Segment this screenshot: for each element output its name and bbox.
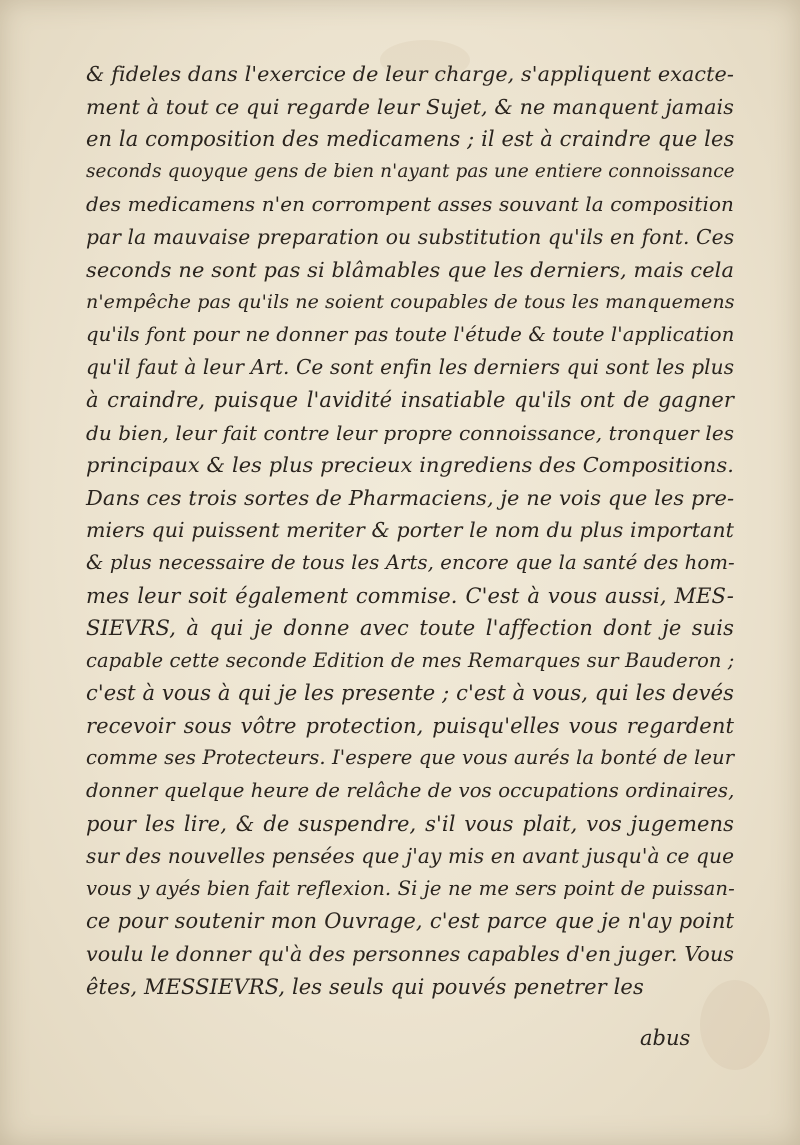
text-line: êtes, MESSIEVRS, les seuls qui pouvés penetrer les: [86, 974, 644, 999]
page-text: [86, 58, 734, 1003]
text-line: principaux & les plus precieux ingrediens des Compositions.: [86, 453, 734, 478]
text-line: seconds quoyque gens de bien n'ayant pas une entiere connoissance: [86, 160, 735, 182]
text-line: sur des nouvelles pensées que j'ay mis en avant jusqu'à ce que: [86, 844, 735, 869]
text-line: miers qui puissent meriter & porter le nom du plus important: [86, 518, 734, 543]
text-line: seconds ne sont pas si blâmables que les derniers, mais cela: [86, 257, 734, 282]
text-line: SIEVRS, à qui je donne avec toute l'affection dont je suis: [86, 616, 734, 641]
text-line: donner quelque heure de relâche de vos occupations ordinaires,: [86, 779, 735, 803]
text-line: vous y ayés bien fait reflexion. Si je ne me sers point de puissan-: [86, 876, 735, 900]
text-line: recevoir sous vôtre protection, puisqu'elles vous regardent: [86, 713, 734, 738]
text-line: ment à tout ce qui regarde leur Sujet, & ne manquent jamais: [86, 94, 734, 119]
text-line: du bien, leur fait contre leur propre connoissance, tronquer les: [86, 420, 735, 445]
text-line: ce pour soutenir mon Ouvrage, c'est parce que je n'ay point: [86, 909, 734, 934]
text-line: pour les lire, & de suspendre, s'il vous plait, vos jugemens: [86, 811, 734, 836]
catchword: abus: [640, 1026, 691, 1050]
text-line: des medicamens n'en corrompent asses souvant la composition: [86, 192, 734, 217]
text-line: capable cette seconde Edition de mes Remarques sur Bauderon ;: [86, 648, 735, 672]
text-line: c'est à vous à qui je les presente ; c'est à vous, qui les devés: [86, 681, 734, 706]
text-line: qu'il faut à leur Art. Ce sont enfin les derniers qui sont les plus: [86, 355, 735, 380]
text-line: & plus necessaire de tous les Arts, encore que la santé des hom-: [86, 550, 735, 574]
text-line: mes leur soit également commise. C'est à vous aussi, MES-: [86, 583, 734, 608]
text-line: Dans ces trois sortes de Pharmaciens, je ne vois que les pre-: [86, 485, 735, 510]
text-line: & fideles dans l'exercice de leur charge, s'appliquent exacte-: [86, 62, 734, 86]
text-line: n'empêche pas qu'ils ne soient coupables de tous les manquemens: [86, 291, 735, 314]
text-line: en la composition des medicamens ; il est à craindre que les: [86, 127, 735, 152]
text-line: voulu le donner qu'à des personnes capables d'en juger. Vous: [86, 942, 734, 967]
text-line: par la mauvaise preparation ou substitution qu'ils en font. Ces: [86, 224, 735, 249]
text-line: qu'ils font pour ne donner pas toute l'étude & toute l'application: [86, 322, 735, 346]
text-line: comme ses Protecteurs. I'espere que vous aurés la bonté de leur: [86, 746, 735, 770]
text-line: à craindre, puisque l'avidité insatiable qu'ils ont de gagner: [86, 387, 734, 412]
